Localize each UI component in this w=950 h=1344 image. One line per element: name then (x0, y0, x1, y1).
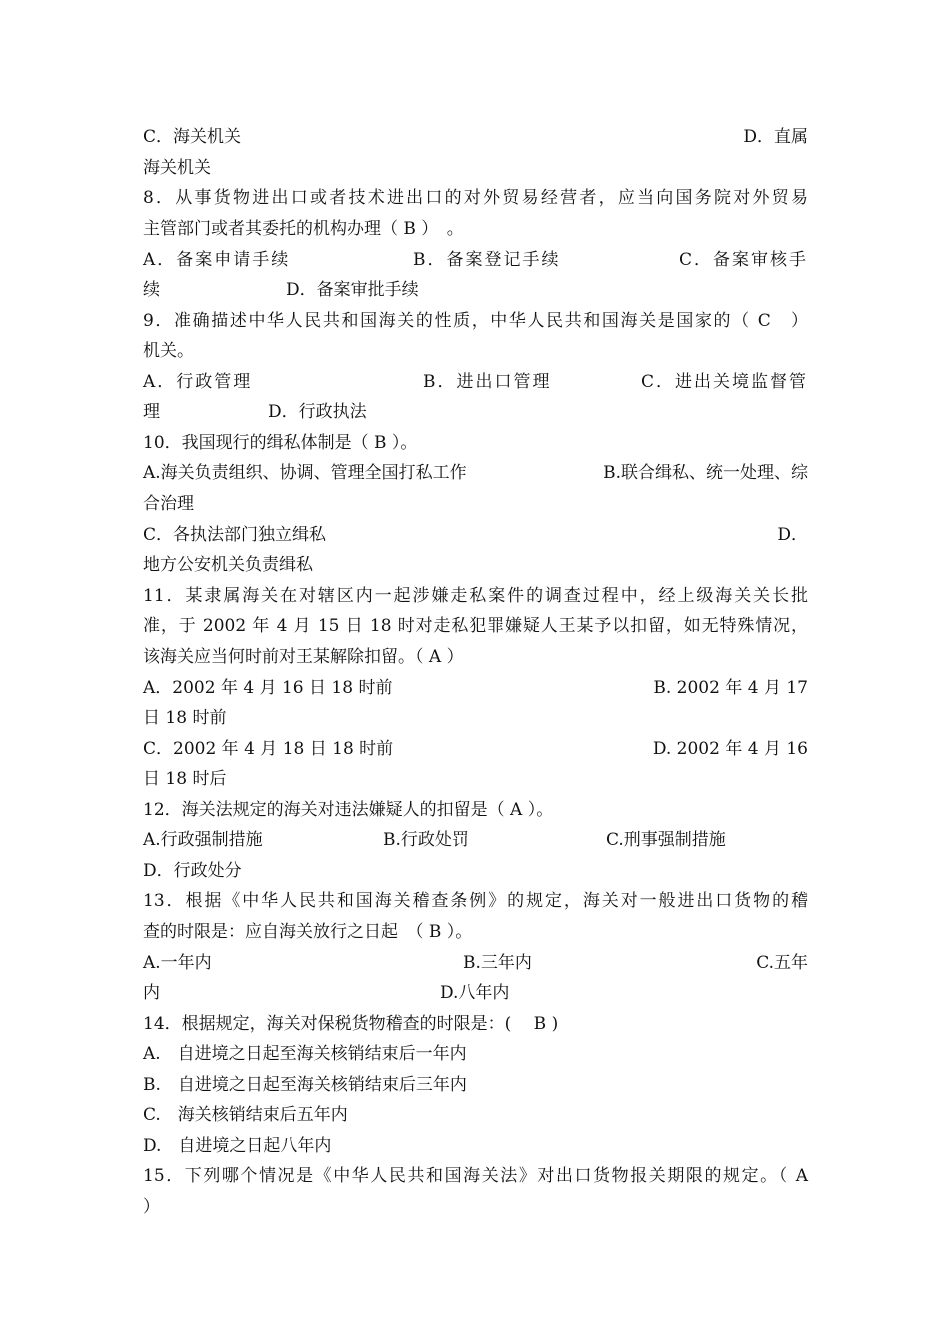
text-line (143, 703, 808, 733)
text-line (143, 458, 808, 488)
line-text: 该海关应当何时前对王某解除扣留。（ A ） (143, 647, 464, 667)
option-d: D．备案审批手续 (286, 280, 419, 300)
text-line (143, 153, 808, 183)
text-line (143, 214, 808, 244)
text-line (143, 336, 808, 366)
option-a: A.海关负责组织、协调、管理全国打私工作 (143, 463, 467, 483)
line-text: C. 海关核销结束后五年内 (143, 1105, 348, 1125)
question-12-text (143, 795, 808, 825)
line-text: 查的时限是：应自海关放行之日起 （ B ）。 (143, 922, 473, 942)
text-line (143, 856, 808, 886)
option-c: C．2002 年 4 月 18 日 18 时前 (143, 739, 394, 759)
question-11-text: 11．某隶属海关在对辖区内一起涉嫌走私案件的调查过程中，经上级海关关长批 (143, 586, 808, 606)
option-c: C.刑事强制措施 (606, 830, 726, 850)
option-d: D．行政处分 (143, 861, 242, 881)
text-line (143, 642, 808, 672)
text-line (143, 1192, 808, 1222)
line-text: 日 18 时前 (143, 708, 227, 728)
line-text: 合治理 (143, 494, 194, 514)
text-line (143, 122, 808, 152)
text-line (143, 275, 808, 305)
line-text: 内 (143, 983, 160, 1003)
text-line (143, 734, 808, 764)
line-text: 地方公安机关负责缉私 (143, 555, 313, 575)
line-text: 海关机关 (143, 158, 211, 178)
option-d: D.八年内 (440, 983, 510, 1003)
option-c: C．备案审核手 (678, 250, 808, 270)
option-c (143, 1100, 808, 1130)
option-b (143, 1070, 808, 1100)
option-a: A.行政强制措施 (143, 830, 263, 850)
text-line (143, 489, 808, 519)
text-line (143, 245, 808, 275)
text-line (143, 764, 808, 794)
option-a: A.一年内 (143, 953, 212, 973)
question-8-text: 8．从事货物进出口或者技术进出口的对外贸易经营者，应当向国务院对外贸易 (143, 188, 808, 208)
line-text: 机关。 (143, 341, 194, 361)
line-text: 日 18 时后 (143, 769, 227, 789)
question-13-text: 13．根据《中华人民共和国海关稽查条例》的规定，海关对一般进出口货物的稽 (143, 891, 808, 911)
line-text: B. 自进境之日起至海关核销结束后三年内 (143, 1075, 467, 1095)
line-text: 14．根据规定，海关对保税货物稽查的时限是：( B ) (143, 1014, 559, 1034)
line-text: 10．我国现行的缉私体制是（ B ）。 (143, 433, 418, 453)
option-c: C.五年 (756, 953, 808, 973)
line-text: 理 (143, 402, 160, 422)
text-line (143, 825, 808, 855)
text-line: 准，于 2002 年 4 月 15 日 18 时对走私犯罪嫌疑人王某予以扣留，如无特殊情况， (143, 616, 808, 636)
text-line (143, 397, 808, 427)
option-d: D． (777, 525, 808, 545)
option-a (143, 1039, 808, 1069)
option-b: B.三年内 (463, 953, 532, 973)
option-d: D. 2002 年 4 月 16 (652, 739, 808, 759)
option-a: A．备案申请手续 (143, 250, 291, 270)
line-text: D. 自进境之日起八年内 (143, 1136, 332, 1156)
option-b: B.行政处罚 (383, 830, 469, 850)
option-b: B．备案登记手续 (413, 250, 561, 270)
text-line (143, 917, 808, 947)
option-d: D．行政执法 (268, 402, 367, 422)
option-d: D．直属 (743, 127, 808, 147)
line-text: ） (143, 1197, 160, 1217)
question-14-text (143, 1009, 808, 1039)
line-text: A. 自进境之日起至海关核销结束后一年内 (143, 1044, 467, 1064)
option-c: C．进出关境监督管 (640, 372, 808, 392)
text-line (143, 520, 808, 550)
option-a: A．2002 年 4 月 16 日 18 时前 (143, 678, 393, 698)
option-b: B．进出口管理 (423, 372, 552, 392)
line-text: 主管部门或者其委托的机构办理（ B ） 。 (143, 219, 464, 239)
text-line (143, 367, 808, 397)
text-line (143, 978, 808, 1008)
option-d (143, 1131, 808, 1161)
option-b: B.联合缉私、统一处理、综 (603, 463, 808, 483)
text-line (143, 673, 808, 703)
question-9-text: 9．准确描述中华人民共和国海关的性质，中华人民共和国海关是国家的（ C ） (143, 311, 808, 331)
text-line (143, 550, 808, 580)
question-15-text: 15．下列哪个情况是《中华人民共和国海关法》对出口货物报关期限的规定。（ A (143, 1166, 808, 1186)
line-text: 续 (143, 280, 160, 300)
option-b: B. 2002 年 4 月 17 (653, 678, 808, 698)
text-line (143, 948, 808, 978)
option-c: C．海关机关 (143, 127, 242, 147)
option-a: A．行政管理 (143, 372, 253, 392)
question-10-text (143, 428, 808, 458)
line-text: 12．海关法规定的海关对违法嫌疑人的扣留是（ A ）。 (143, 800, 554, 820)
option-c: C．各执法部门独立缉私 (143, 525, 327, 545)
